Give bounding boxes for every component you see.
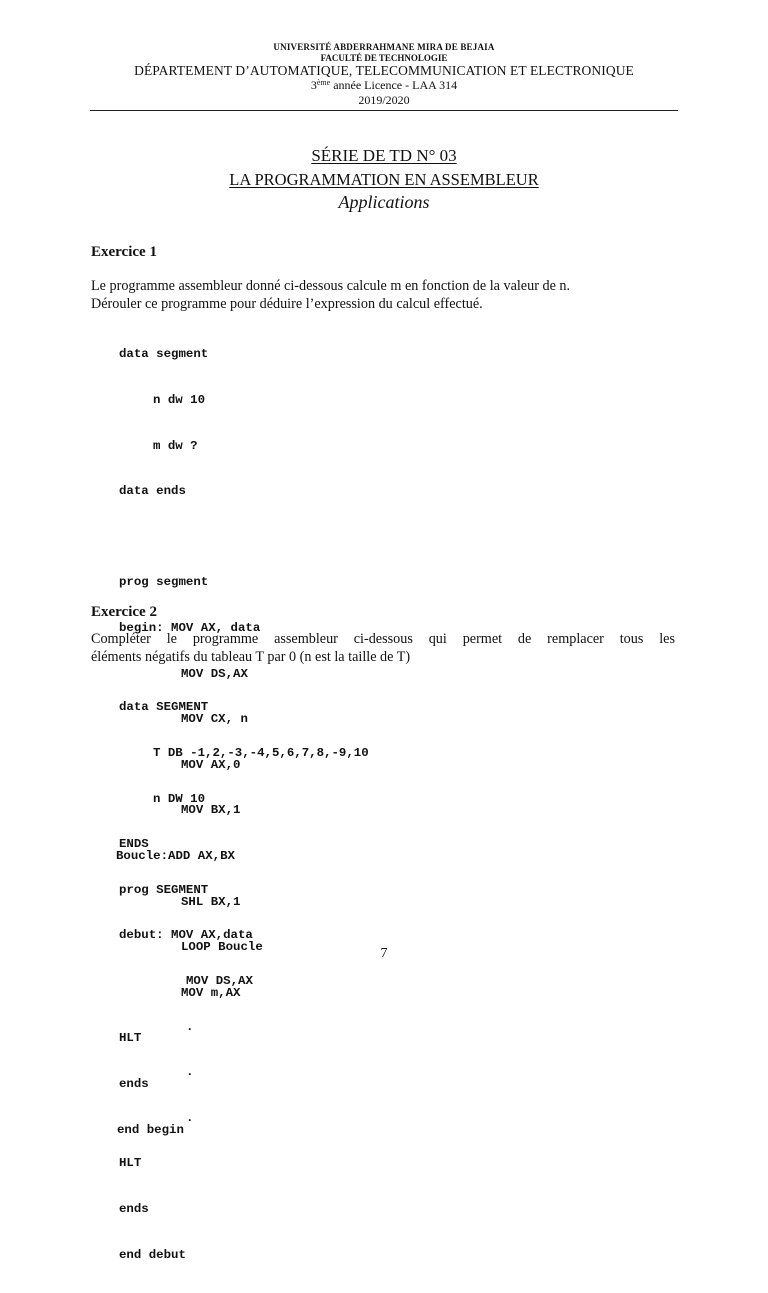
code-text: begin: MOV AX, data <box>119 620 261 635</box>
code-line <box>0 1019 194 1035</box>
code-line <box>0 882 209 898</box>
code-line <box>0 837 149 852</box>
code-line <box>0 1201 149 1217</box>
code-line <box>0 746 369 761</box>
code-text: data SEGMENT <box>119 700 209 715</box>
series-subtitle: LA PROGRAMMATION EN ASSEMBLEUR <box>229 170 539 189</box>
code-text: HLT <box>119 1156 142 1171</box>
code-text: MOV CX, n <box>181 712 248 727</box>
code-text: data segment <box>119 347 209 362</box>
code-line <box>0 1156 142 1171</box>
code-text: ends <box>119 1076 149 1091</box>
exercise-1-statement-line: Dérouler ce programme pour déduire l’expression du calcul effectué. <box>91 296 483 312</box>
code-line <box>0 438 198 454</box>
code-text: n DW 10 <box>153 791 206 806</box>
code-text: ends <box>119 1201 149 1216</box>
code-text: SHL BX,1 <box>181 894 241 909</box>
code-line <box>0 928 253 943</box>
exercise-1-statement-line: Le programme assembleur donné ci-dessous calcule m en fonction de la valeur de n. <box>91 278 571 294</box>
code-line <box>0 1247 186 1263</box>
code-text: prog SEGMENT <box>119 882 209 897</box>
study-year-number: 3 <box>310 78 317 92</box>
code-text: T DB -1,2,-3,-4,5,6,7,8,-9,10 <box>153 746 369 760</box>
header-divider <box>90 110 678 111</box>
code-text: LOOP Boucle <box>181 940 263 955</box>
exercise-2-statement-line: Compléter le programme assembleur ci-dessous qui permet de remplacer tous les <box>91 631 675 647</box>
study-year-superscript: ème <box>316 78 331 87</box>
code-line <box>0 1110 194 1126</box>
code-line <box>0 484 186 499</box>
code-text: HLT <box>119 1031 142 1046</box>
code-line <box>0 530 30 545</box>
code-text: n dw 10 <box>153 393 206 407</box>
code-text: end begin <box>117 1122 184 1137</box>
code-text: MOV BX,1 <box>181 803 241 818</box>
code-line <box>0 1065 194 1080</box>
code-text: ENDS <box>119 837 149 852</box>
study-year-label: année Licence - LAA 314 <box>330 78 458 92</box>
code-line <box>0 973 253 989</box>
code-text: end debut <box>119 1247 186 1262</box>
exercise-2-heading: Exercice 2 <box>91 604 157 620</box>
code-line <box>0 575 209 590</box>
code-text: . <box>186 1065 194 1080</box>
code-text: MOV m,AX <box>181 985 241 1000</box>
exercise-2-statement-line: éléments négatifs du tableau T par 0 (n est la taille de T) <box>91 649 411 665</box>
university-name: UNIVERSITÉ ABDERRAHMANE MIRA DE BEJAIA <box>273 42 495 52</box>
code-line <box>0 700 209 715</box>
exercise-1-heading: Exercice 1 <box>91 244 157 260</box>
series-subtitle-italic: Applications <box>338 192 430 212</box>
academic-year: 2019/2020 <box>358 93 410 107</box>
code-text: MOV DS,AX <box>181 666 248 681</box>
code-text: Boucle:ADD AX,BX <box>116 848 235 863</box>
study-year <box>90 78 678 93</box>
code-text: MOV DS,AX <box>186 973 253 988</box>
code-line <box>0 347 209 362</box>
code-text: prog segment <box>119 575 209 590</box>
exercise-1-statement <box>91 277 675 313</box>
faculty-name: FACULTÉ DE TECHNOLOGIE <box>320 53 448 63</box>
code-text: . <box>186 1110 194 1125</box>
code-line <box>0 620 261 636</box>
exercise-2-statement <box>91 630 675 666</box>
department-name: DÉPARTEMENT D’AUTOMATIQUE, TELECOMMUNICATION ET ELECTRONIQUE <box>134 63 634 78</box>
series-title: SÉRIE DE TD N° 03 <box>311 146 457 165</box>
code-text: . <box>186 1019 194 1034</box>
code-text: data ends <box>119 484 186 499</box>
code-text: debut: MOV AX,data <box>119 928 253 943</box>
page-number: 7 <box>380 946 388 961</box>
code-line <box>0 393 206 408</box>
code-text: m dw ? <box>153 438 198 453</box>
code-text: MOV AX,0 <box>181 757 241 772</box>
code-line <box>0 791 206 807</box>
